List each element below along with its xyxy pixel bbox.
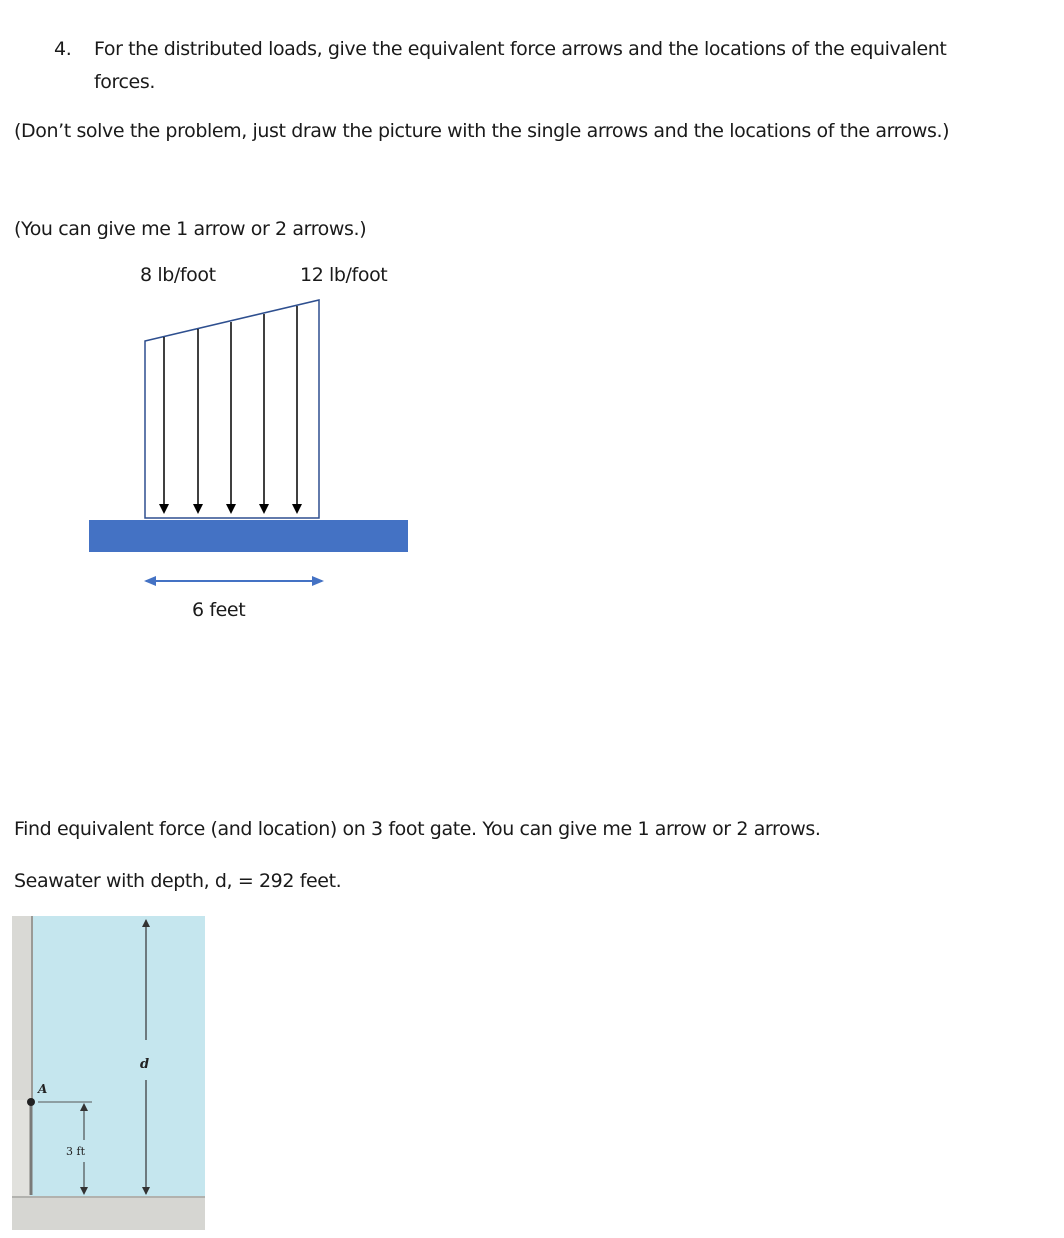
seawater-region	[12, 916, 205, 1213]
lower-wall	[12, 1100, 30, 1196]
beam	[89, 520, 408, 552]
point-a-label: A	[38, 1082, 48, 1096]
load-right-label: 12 lb/foot	[300, 264, 388, 286]
question-text-line1: For the distributed loads, give the equivalent force arrows and the locations of the equivalent	[94, 38, 947, 60]
load-left-label: 8 lb/foot	[140, 264, 216, 286]
gate-length-label: 3 ft	[66, 1145, 85, 1158]
question-number: 4.	[54, 38, 72, 60]
gate-figure	[12, 916, 205, 1230]
gate-hinge	[27, 1098, 35, 1106]
left-wall	[12, 916, 32, 1100]
arrows-note: (You can give me 1 arrow or 2 arrows.)	[14, 218, 367, 240]
span-label: 6 feet	[192, 599, 246, 621]
instruction-text: (Don’t solve the problem, just draw the picture with the single arrows and the locations of the arrows.)	[14, 120, 950, 142]
distributed-load-outline	[145, 300, 319, 518]
seawater-depth-text: Seawater with depth, d, = 292 feet.	[14, 870, 342, 892]
floor	[12, 1196, 205, 1230]
gate-prompt: Find equivalent force (and location) on 3 foot gate. You can give me 1 arrow or 2 arrows.	[14, 818, 821, 840]
question-text-line2: forces.	[94, 71, 155, 93]
depth-label: d	[140, 1057, 150, 1072]
